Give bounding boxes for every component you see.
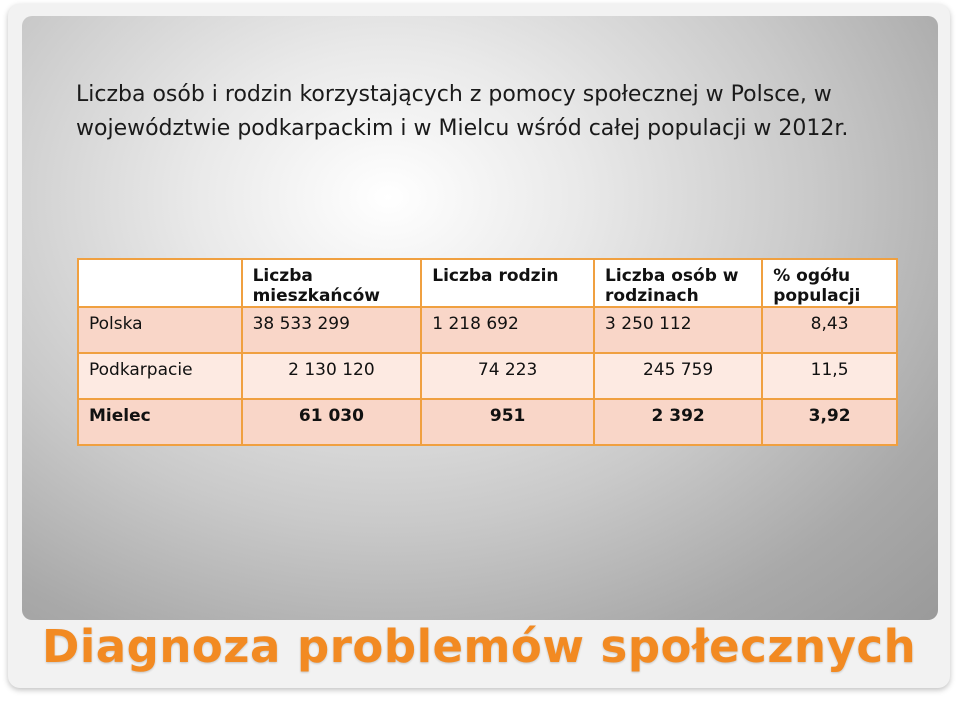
statistics-table: [77, 258, 898, 446]
row-label: Mielec: [78, 399, 242, 445]
header-cell-persons: Liczba osób w rodzinach: [594, 259, 762, 307]
cell-families: 951: [421, 399, 594, 445]
table-row: [78, 353, 897, 399]
cell-residents: 38 533 299: [242, 307, 422, 353]
cell-families: 74 223: [421, 353, 594, 399]
slide-heading: Liczba osób i rodzin korzystających z pomocy społecznej w Polsce, w województwie podkarpackim i w Mielcu wśród całej populacji w 2012r.: [76, 82, 849, 141]
cell-persons: 245 759: [594, 353, 762, 399]
row-label: Polska: [78, 307, 242, 353]
header-cell-empty: [78, 259, 242, 307]
header-cell-percent: % ogółu populacji: [762, 259, 897, 307]
cell-percent: 3,92: [762, 399, 897, 445]
cell-persons: 3 250 112: [594, 307, 762, 353]
cell-families: 1 218 692: [421, 307, 594, 353]
slide-footer-title: Diagnoza problemów społecznych: [42, 620, 917, 673]
cell-percent: 8,43: [762, 307, 897, 353]
table-header-row: [78, 259, 897, 307]
cell-residents: 2 130 120: [242, 353, 422, 399]
table-row: [78, 399, 897, 445]
header-cell-families: Liczba rodzin: [421, 259, 594, 307]
cell-residents: 61 030: [242, 399, 422, 445]
table-row: [78, 307, 897, 353]
row-label: Podkarpacie: [78, 353, 242, 399]
cell-persons: 2 392: [594, 399, 762, 445]
header-cell-residents: Liczba mieszkańców: [242, 259, 422, 307]
cell-percent: 11,5: [762, 353, 897, 399]
